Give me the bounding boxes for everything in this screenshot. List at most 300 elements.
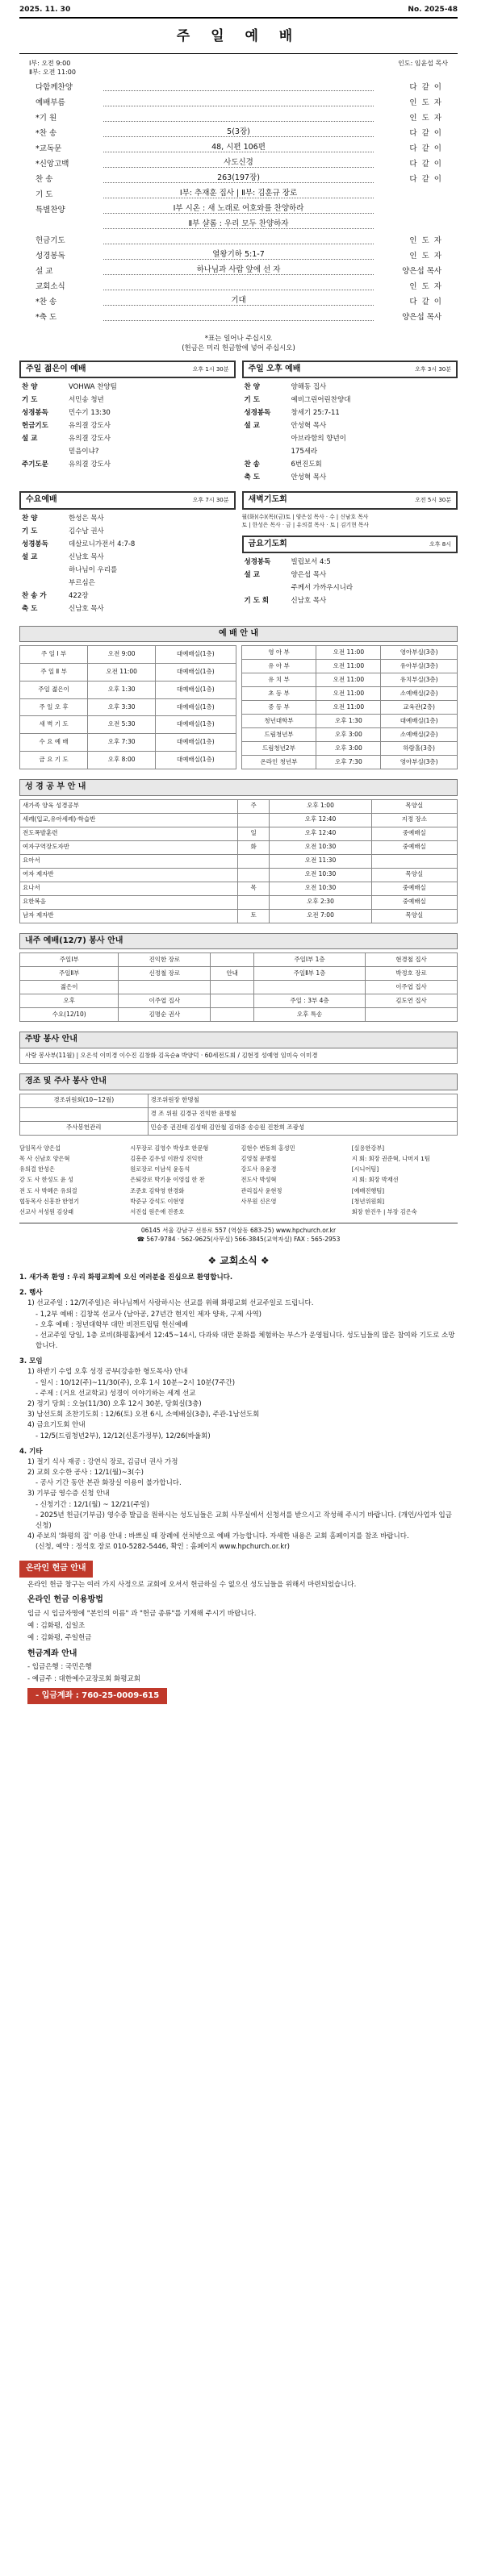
duty-row	[20, 1008, 458, 1022]
service-role	[242, 433, 289, 446]
service-person: 안성혁 목사	[291, 422, 327, 430]
service-role: 찬 송 가	[22, 591, 47, 600]
staff-entry: 지 회: 회장 권준혁, 나머지 1팀	[351, 1155, 430, 1163]
news-item: - 선교주일 당일, 1층 로비(화평홀)에서 12:45~14시, 다과와 대만 문화를 체험하는 부스가 운영됩니다. 성도님들의 많은 참여와 기도로 소망합니다.	[36, 1331, 455, 1351]
study-time: 오후 12:40	[270, 813, 371, 827]
staff-entry: [예배진행팀]	[351, 1186, 385, 1194]
service-leader: 인도: 임윤섭 목사	[398, 59, 448, 67]
news-item: - 2025년 헌금(기부금) 영수증 발급을 원하시는 성도님들은 교회 사무실에서 신청서를 받으시고 작성해 주시기 바랍니다. (개인/사업자 입금신청)	[36, 1511, 452, 1530]
lunch-title: 주방 봉사 안내	[19, 1032, 458, 1048]
schedule-time: 오전 11:00	[88, 663, 156, 681]
study-name: 새가족 양육 성경공부	[20, 799, 238, 813]
order-item-name: *축 도	[36, 312, 57, 322]
schedule-row	[241, 660, 458, 673]
order-item-name: 다함께찬양	[36, 82, 73, 92]
order-item-leader-dots	[103, 159, 374, 168]
service-role	[242, 582, 289, 595]
news-item: 1. 새가족 환영 : 우리 화평교회에 오신 여러분을 진심으로 환영합니다.	[19, 1273, 233, 1282]
duty-cell: 젊은이	[20, 981, 119, 994]
order-item-name: *찬 송	[36, 128, 57, 138]
study-day	[237, 895, 270, 909]
study-name: 요한복음	[20, 895, 238, 909]
schedule-row	[241, 673, 458, 687]
order-row	[36, 174, 441, 190]
staff-entry: 서진섭 원은애 진종호	[130, 1207, 185, 1215]
staff-entry: 조준호 김학영 한경화	[130, 1186, 185, 1194]
staff-entry: 관리집사 윤현정	[241, 1186, 282, 1194]
service-times: Ⅰ부: 오전 9:00 Ⅱ부: 오전 11:00	[29, 59, 76, 77]
schedule-name: 주 일 Ⅱ 부	[20, 663, 88, 681]
schedule-row	[20, 663, 236, 681]
schedule-row	[241, 701, 458, 715]
study-day	[237, 854, 270, 868]
order-item-name: *기 원	[36, 113, 57, 123]
duty-cell: 오후 특송	[254, 1008, 366, 1022]
schedule-name: 온라인 청년부	[241, 756, 316, 769]
service-person: 주께서 가까우시니라	[291, 584, 354, 593]
news-list	[19, 1273, 458, 1553]
order-item-person: 인 도 자	[409, 98, 441, 107]
service-row	[242, 446, 458, 459]
service-boxes-row-1	[19, 361, 458, 486]
study-name: 요나서	[20, 882, 238, 895]
order-item-leader-dots	[103, 220, 374, 229]
news-item: 3) 기부금 영수증 신청 안내	[27, 1490, 110, 1498]
afternoon-service-box	[242, 361, 458, 486]
schedule-title: 예 배 안 내	[19, 626, 458, 643]
schedule-place: 대예배실(1층)	[156, 752, 236, 769]
order-item-leader-dots	[103, 236, 374, 244]
schedule-time: 오전 11:00	[316, 660, 381, 673]
service-role	[19, 446, 66, 459]
wednesday-service-time: 오후 7시 30분	[192, 497, 229, 504]
schedule-row	[20, 646, 236, 664]
staff-entry: 목 사 신남호 양은혁	[19, 1155, 70, 1163]
service-role: 축 도	[22, 604, 38, 613]
duty-cell	[119, 981, 211, 994]
news-item: 4. 기타	[19, 1447, 43, 1456]
staff-entry: 전 도 사 박혜은 유의결	[19, 1186, 77, 1194]
online-offering	[19, 1561, 458, 1704]
study-row	[20, 840, 458, 854]
staff-entry: 강 도 사 한성도 윤 성	[19, 1176, 73, 1184]
order-item-name: 헌금기도	[36, 236, 65, 245]
service-row	[19, 446, 236, 459]
online-holder: - 예금주 : 대한예수교장로회 화평교회	[27, 1675, 140, 1684]
schedule-name: 청년대학부	[241, 715, 316, 728]
service-role: 설 교	[244, 571, 260, 580]
page-title: 주 일 예 배	[176, 28, 301, 45]
service-person: 김수남 권사	[69, 527, 104, 536]
duty-cell: 오후	[20, 994, 119, 1008]
study-place: 중예배실	[371, 827, 457, 840]
service-person: 빌립보서 4:5	[291, 558, 331, 567]
order-item-content: 열왕기하 5:1-7	[209, 250, 268, 259]
staff-entry: 담임목사 양은섭	[19, 1144, 61, 1152]
schedule-row	[241, 646, 458, 660]
service-row	[242, 459, 458, 472]
study-time: 오후 1:00	[270, 799, 371, 813]
bottom-spacer	[19, 1707, 458, 1723]
news-title: ❖ 교회소식 ❖	[207, 1254, 270, 1266]
service-role: 축 도	[244, 473, 260, 481]
staff-entry	[241, 1207, 347, 1216]
study-name: 전도폭발훈련	[20, 827, 238, 840]
staff-entry: 시무장로 김영수 박상호 한문형	[130, 1144, 209, 1152]
staff-entry: 원로장로 이남석 윤동석	[130, 1165, 190, 1173]
schedule-row	[241, 728, 458, 742]
order-item-leader-dots	[103, 312, 374, 321]
service-person: 부르심은	[69, 578, 95, 587]
duty-row	[20, 994, 458, 1008]
study-time: 오전 11:30	[270, 854, 371, 868]
news-item: - 신청기간 : 12/1(월) ~ 12/21(주일)	[36, 1500, 149, 1509]
order-row	[36, 281, 441, 297]
schedule-time: 오전 11:00	[316, 701, 381, 715]
order-row	[36, 236, 441, 251]
service-head	[29, 59, 448, 77]
schedule-time: 오후 3:00	[316, 728, 381, 742]
study-row	[20, 799, 458, 813]
duty-cell: 주일Ⅰ부	[20, 953, 119, 967]
schedule-place: 교육관(2층)	[381, 701, 458, 715]
service-role: 기 도	[22, 396, 38, 404]
schedule-time: 오후 7:30	[88, 734, 156, 752]
order-item-content: Ⅰ부: 추재훈 집사 | Ⅱ부: 김훈규 장로	[177, 189, 300, 198]
service-row	[242, 433, 458, 446]
news-item: 4) 금요기도회 안내	[27, 1421, 86, 1430]
order-item-person: 다 같 이	[409, 174, 441, 184]
online-offering-tag: 온라인 헌금 안내	[19, 1561, 93, 1578]
news-item: - 주제 : (거요 선교학교) 성경이 이야기하는 세계 선교	[36, 1389, 196, 1398]
news-item: - 일시 : 10/12(주)~11/30(주), 오후 1시 10분~2시 10분(7주간)	[36, 1378, 236, 1387]
duty-row	[20, 981, 458, 994]
news-item: 3. 모임	[19, 1357, 43, 1366]
service-person: 믿음이냐?	[69, 448, 99, 456]
dawn-service-time: 오전 5시 30분	[415, 497, 451, 504]
service-row	[19, 433, 236, 446]
news-item: 2) 교회 오수한 공사 : 12/1(월)~3(수)	[27, 1469, 144, 1478]
schedule-place: 대예배실(1층)	[156, 716, 236, 734]
staff-entry: 회장 한진우 | 부장 김은숙	[351, 1207, 417, 1215]
service-role: 설 교	[244, 422, 260, 430]
schedule-name: 주 일 오 후	[20, 698, 88, 716]
study-row	[20, 895, 458, 909]
service-person: 유의결 강도사	[69, 435, 111, 443]
staff-entry: 김흥준 김우성 이완성 진익한	[130, 1155, 203, 1163]
schedule-name: 유 아 부	[241, 660, 316, 673]
online-method-text: 입금 시 입금자명에 "본인의 이름" 과 "헌금 종류"를 기재해 주시기 바랍니다.	[27, 1609, 257, 1618]
service-role: 기 도	[22, 527, 38, 536]
schedule-row	[241, 756, 458, 769]
study-name: 세례(입교,유아세례)·학습반	[20, 813, 238, 827]
order-item-content	[236, 112, 242, 121]
service-row	[242, 595, 458, 608]
study-place: 목양실	[371, 909, 457, 923]
order-item-content	[236, 81, 242, 90]
service-person: 아브라함의 향년이	[291, 435, 346, 443]
service-role: 찬 양	[22, 383, 38, 391]
study-time: 오전 10:30	[270, 868, 371, 882]
service-row	[19, 539, 236, 552]
study-place: 중예배실	[371, 895, 457, 909]
order-item-name: 설 교	[36, 266, 53, 276]
order-item-leader-dots	[103, 297, 374, 306]
service-person: 데살로니가전서 4:7-8	[69, 540, 136, 548]
order-item-content	[236, 311, 242, 320]
duty-cell: 진익한 장로	[119, 953, 211, 967]
schedule-time: 오후 1:30	[316, 715, 381, 728]
schedule-time: 오전 11:00	[316, 673, 381, 687]
order-item-name: *신앙고백	[36, 159, 69, 169]
order-row	[36, 82, 441, 98]
service-role: 설 교	[22, 552, 38, 561]
order-item-content	[236, 281, 242, 290]
study-place: 지정 장소	[371, 813, 457, 827]
order-item-name: 찬 송	[36, 174, 53, 184]
service-person: 6번진도회	[291, 461, 322, 469]
schedule-place: 소예배실(2층)	[381, 728, 458, 742]
schedule-place: 대예배실(1층)	[156, 646, 236, 664]
schedule-place: 영아부실(3층)	[381, 646, 458, 660]
study-name: 남자 제자반	[20, 909, 238, 923]
duty-cell: 현경철 집사	[365, 953, 457, 967]
duty-row	[20, 967, 458, 981]
schedule-time: 오전 5:30	[88, 716, 156, 734]
schedule-row	[20, 752, 236, 769]
schedule-tables	[19, 642, 458, 769]
service-row	[242, 381, 458, 394]
service-row	[19, 565, 236, 577]
service-role: 주기도문	[22, 461, 48, 469]
study-day: 주	[237, 799, 270, 813]
schedule-time: 오전 11:00	[316, 646, 381, 660]
online-offering-desc: 온라인 헌금 창구는 여러 가지 사정으로 교회에 오셔서 헌금하실 수 없으신 성도님들을 위해서 마련되었습니다.	[27, 1580, 357, 1589]
duty-cell: 이주엽 집사	[365, 981, 457, 994]
wednesday-service-title: 수요예배	[26, 495, 57, 504]
order-item-leader-dots	[103, 251, 374, 260]
news-item: 2. 행사	[19, 1289, 43, 1298]
service-row	[242, 556, 458, 569]
order-of-worship	[36, 82, 441, 327]
study-time: 오후 2:30	[270, 895, 371, 909]
dawn-friday-box	[242, 491, 458, 616]
study-day: 일	[237, 827, 270, 840]
service-row	[19, 513, 236, 526]
duty-cell: 안내	[211, 967, 254, 981]
order-item-content: 48, 시편 106편	[208, 143, 269, 152]
study-day	[237, 868, 270, 882]
duty-cell: 이주엽 집사	[119, 994, 211, 1008]
study-row	[20, 909, 458, 923]
duty-cell: 수요(12/10)	[20, 1008, 119, 1022]
duty-cell	[254, 981, 366, 994]
service-row	[19, 381, 236, 394]
schedule-place: 대예배실(1층)	[156, 663, 236, 681]
bulletin-issue: No. 2025-48	[408, 6, 458, 14]
order-item-content: 하나님과 사람 앞에 선 자	[194, 265, 284, 274]
duty-cell	[211, 981, 254, 994]
order-item-content: Ⅱ부 샬롬 : 우리 모두 찬양하자	[186, 219, 292, 228]
schedule-name: 새 벽 기 도	[20, 716, 88, 734]
news-item: 1) 절기 식사 재공 : 강연식 장로, 김금녀 권사 가정	[27, 1457, 178, 1466]
order-item-content: 5(3장)	[224, 127, 253, 136]
schedule-name: 주일 젊은이	[20, 681, 88, 698]
title-divider	[19, 53, 458, 54]
friday-service-time: 오후 8시	[429, 541, 451, 548]
bulletin-date: 2025. 11. 30	[19, 6, 71, 14]
order-row	[36, 251, 441, 266]
service-role: 기 도	[244, 396, 260, 404]
order-row	[36, 113, 441, 128]
order-row	[36, 220, 441, 236]
service-row	[19, 590, 236, 603]
staff-entry: 김현수 변동희 홍성민	[241, 1144, 295, 1152]
service-row	[19, 420, 236, 433]
service-role: 기 도 회	[244, 597, 270, 606]
schedule-place: 유치부실(3층)	[381, 673, 458, 687]
study-name: 여자구역장도자반	[20, 840, 238, 854]
order-row	[36, 144, 441, 159]
order-row	[36, 266, 441, 281]
schedule-table-left	[19, 645, 236, 769]
schedule-place: 대예배실(1층)	[156, 734, 236, 752]
service-person: 예비그린어린찬양대	[291, 396, 351, 404]
study-row	[20, 882, 458, 895]
service-role: 설 교	[22, 435, 38, 443]
schedule-row	[241, 742, 458, 756]
service-person: 창세기 25:7-11	[291, 409, 340, 417]
staff-entry: 유의결 한성은	[19, 1165, 55, 1173]
order-row	[36, 159, 441, 174]
study-place: 중예배실	[371, 882, 457, 895]
schedule-time: 오후 7:30	[316, 756, 381, 769]
order-item-person: 다 같 이	[409, 144, 441, 153]
study-time: 오전 7:00	[270, 909, 371, 923]
schedule-row	[241, 687, 458, 701]
schedule-time: 오후 1:30	[88, 681, 156, 698]
schedule-place: 대예배실(1층)	[381, 715, 458, 728]
order-item-person: 인 도 자	[409, 113, 441, 123]
staff-entry: [실용한강부]	[351, 1144, 385, 1152]
order-item-person: 인 도 자	[409, 236, 441, 245]
order-item-leader-dots	[103, 174, 374, 183]
duty-cell	[211, 1008, 254, 1022]
schedule-name: 드림청년부	[241, 728, 316, 742]
schedule-time: 오후 3:30	[88, 698, 156, 716]
finance-row	[20, 1121, 458, 1135]
schedule-row	[20, 734, 236, 752]
duty-cell	[211, 994, 254, 1008]
schedule-place: 대예배실(1층)	[156, 698, 236, 716]
friday-service-header	[242, 536, 458, 554]
duty-cell	[365, 1008, 457, 1022]
finance-row	[20, 1094, 458, 1107]
order-item-leader-dots	[103, 281, 374, 290]
staff-entry: 선교사 서성원 김상래	[19, 1207, 74, 1215]
service-row	[19, 552, 236, 565]
news-item: - 공사 기간 동안 본관 화장실 이용이 불가합니다.	[36, 1479, 182, 1488]
service-person: 하나님이 우리를	[69, 565, 118, 574]
study-row	[20, 868, 458, 882]
study-name: 여자 제자반	[20, 868, 238, 882]
study-place: 중예배실	[371, 840, 457, 854]
order-item-leader-dots	[103, 113, 374, 122]
finance-cell	[20, 1107, 149, 1121]
order-item-person: 다 같 이	[409, 82, 441, 92]
service-role: 성경봉독	[22, 409, 48, 417]
service-row	[242, 569, 458, 582]
duty-cell: 주일Ⅱ부 1층	[254, 967, 366, 981]
service-person: 안성혁 목사	[291, 473, 327, 481]
duty-table	[19, 952, 458, 1022]
church-address: 06145 서울 강남구 선릉로 557 (역삼동 683-25) www.hpchurch.or.kr ☎ 567-9784 · 562-9625(사무실) 566-3845(교역자실) FAX : 565-2953	[19, 1223, 458, 1244]
schedule-time: 오전 9:00	[88, 646, 156, 664]
finance-cell: 경조위원장 한명철	[148, 1094, 457, 1107]
schedule-time: 오후 3:00	[316, 742, 381, 756]
order-item-leader-dots	[103, 190, 374, 198]
order-item-name: 성경봉독	[36, 251, 65, 261]
duty-cell: 신정철 장로	[119, 967, 211, 981]
standing-notes: *표는 일어나 주십시오 (헌금은 미리 헌금함에 넣어 주십시오)	[182, 334, 295, 353]
friday-service-table	[242, 556, 458, 608]
dawn-service-title: 새벽기도회	[248, 495, 287, 504]
study-name: 요아서	[20, 854, 238, 868]
service-role	[19, 577, 66, 590]
order-row	[36, 190, 441, 205]
news-item: - 12/5(드림청년2부), 12/12(신혼가정부), 12/26(바울회)	[36, 1432, 211, 1440]
study-title: 성 경 공 부 안 내	[19, 779, 458, 796]
dawn-service-note: 월(화)(수)(목)(금)토 | 양은섭 목사 · 수 | 신남호 목사 토 | 한성은 목사 · 금 | 유의결 목사 · 토 | 김기현 목사	[241, 513, 369, 528]
schedule-place: 소예배실(2층)	[381, 687, 458, 701]
order-item-content	[236, 97, 242, 106]
service-row	[19, 459, 236, 472]
service-row	[19, 526, 236, 539]
schedule-name: 초 등 부	[241, 687, 316, 701]
study-time: 오전 10:30	[270, 882, 371, 895]
news-item: 4) 주보의 '화평의 집' 이용 안내 : 바쁘실 때 장례에 선처받으로 예배 가능합니다. 자세한 내용은 교회 홈페이지를 참조 바랍니다.	[27, 1532, 409, 1541]
order-item-person: 다 같 이	[409, 159, 441, 169]
service-role	[19, 565, 66, 577]
news-item: 2) 정기 당회 : 오늘(11/30) 오후 12시 30분, 당회실(3층)	[27, 1400, 202, 1408]
order-item-content: 사도신경	[220, 158, 257, 167]
order-item-name: *찬 송	[36, 297, 57, 306]
service-role: 찬 송	[244, 461, 260, 469]
order-item-person: 다 같 이	[409, 297, 441, 306]
staff-entry: 김영철 윤병철	[241, 1155, 277, 1163]
service-person: 422장	[69, 591, 89, 600]
duty-cell: 주일Ⅰ부 1층	[254, 953, 366, 967]
service-role: 찬 양	[244, 383, 260, 391]
afternoon-service-header	[242, 361, 458, 379]
order-item-person: 양은섭 목사	[402, 312, 441, 322]
service-row	[19, 577, 236, 590]
service-role	[242, 446, 289, 459]
staff-directory	[19, 1144, 458, 1216]
lunch-text: 사랑 봉사부(11월) | 오은석 이미경 이수진 김창화 김옥순a 박양덕 · 60세전도회 / 김현정 성예영 임미숙 이미경	[19, 1048, 458, 1065]
wednesday-service-table	[19, 513, 236, 616]
duty-cell: 김도연 집사	[365, 994, 457, 1008]
study-place: 목양실	[371, 868, 457, 882]
news-item: (신청, 예약 : 정석호 장로 010-5282-5446, 확인 : 홈페이지 www.hpchurch.or.kr)	[36, 1543, 290, 1552]
schedule-time: 오후 8:00	[88, 752, 156, 769]
service-row	[242, 420, 458, 433]
order-item-person: 다 같 이	[409, 128, 441, 138]
duty-cell	[211, 953, 254, 967]
order-item-name: 기 도	[36, 190, 53, 199]
order-item-content: Ⅰ부 시온 : 새 노래로 여호와를 찬양하라	[170, 204, 308, 213]
news-item: 3) 남선도회 조찬기도회 : 12/6(토) 오전 6시, 소예배실(3층), 주관-1남선도회	[27, 1411, 260, 1419]
